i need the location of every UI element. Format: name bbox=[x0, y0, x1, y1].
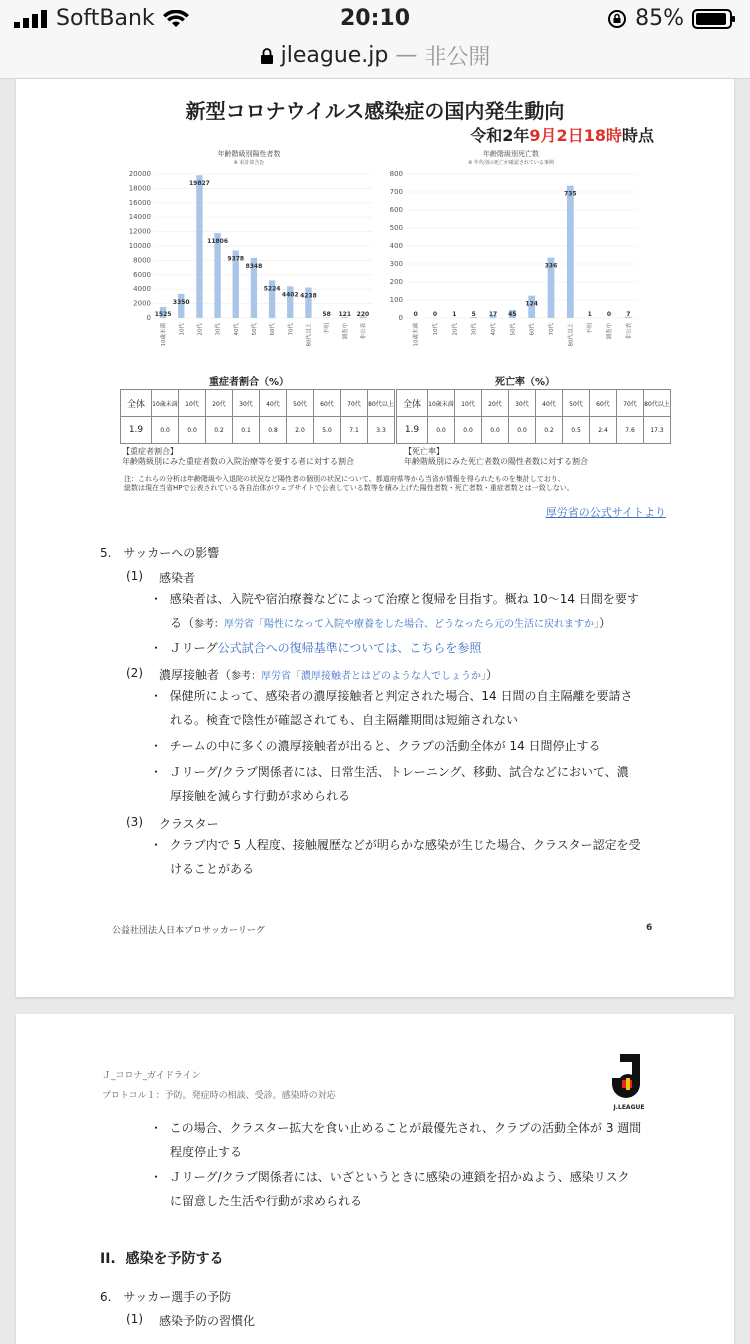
bar-value-label: 336 bbox=[545, 263, 558, 270]
section-2-heading bbox=[100, 1248, 224, 1268]
bar-value-label: 1 bbox=[588, 311, 592, 318]
bar-value-label: 220 bbox=[357, 311, 370, 318]
url-domain: jleague.jp bbox=[281, 43, 389, 68]
bar bbox=[196, 175, 202, 318]
chart-subtitle: ※ 年代別の死亡が確認されている事例 bbox=[468, 159, 554, 166]
bullet-dot: ・ bbox=[150, 765, 162, 779]
sub2-number: (2) bbox=[126, 666, 143, 680]
x-tick-label: 10代 bbox=[177, 323, 185, 336]
battery-percent: 85% bbox=[635, 6, 684, 31]
table-header-cell: 60代 bbox=[590, 390, 617, 417]
table-header-cell: 60代 bbox=[314, 390, 341, 417]
bullet-dot: ・ bbox=[150, 641, 162, 655]
bullet-text: れる。検査で陰性が確認されても、自主隔離期間は短縮されない bbox=[150, 708, 710, 732]
table-value-cell: 0.1 bbox=[233, 417, 260, 444]
y-tick-label: 700 bbox=[390, 188, 403, 196]
bar-value-label: 3350 bbox=[173, 299, 190, 306]
death-note-body: 年齢階級別にみた死亡者数の陽性者数に対する割合 bbox=[404, 457, 654, 467]
bar-value-label: 1525 bbox=[155, 311, 172, 318]
table-value-cell: 7.1 bbox=[341, 417, 368, 444]
x-tick-label: 30代 bbox=[470, 323, 478, 336]
y-tick-label: 100 bbox=[390, 296, 403, 304]
x-tick-label: 10歳未満 bbox=[412, 323, 420, 347]
bullet-text: 厚接触を減らす行動が求められる bbox=[150, 784, 710, 808]
x-tick-label: 非公表 bbox=[359, 323, 367, 340]
protocol-heading: プロトコル１：予防。発症時の相談、受診。感染時の対応 bbox=[102, 1088, 336, 1101]
table-header-cell: 50代 bbox=[287, 390, 314, 417]
y-tick-label: 14000 bbox=[129, 213, 151, 221]
ref-label: 参考： bbox=[231, 671, 261, 682]
bar-value-label: 11806 bbox=[207, 238, 228, 245]
sub2-title: 濃厚接触者（ bbox=[159, 668, 231, 682]
ref-label: 参考： bbox=[194, 619, 224, 630]
sub2-heading bbox=[159, 666, 498, 683]
y-tick-label: 4000 bbox=[133, 285, 151, 293]
chart-background bbox=[120, 146, 378, 369]
bullet-cluster bbox=[150, 833, 710, 881]
y-tick-label: 800 bbox=[390, 170, 403, 178]
sub3-title: クラスター bbox=[159, 815, 219, 832]
bullet-text: この場合、クラスター拡大を食い止めることが最優先され、クラブの活動全体が 3 週間 bbox=[170, 1121, 642, 1135]
x-tick-label: 40代 bbox=[489, 323, 497, 336]
orientation-lock-icon bbox=[607, 9, 627, 29]
table-header-cell: 30代 bbox=[509, 390, 536, 417]
table-value-cell: 2.0 bbox=[287, 417, 314, 444]
bar-value-label: 7 bbox=[626, 311, 630, 318]
bar-value-label: 8348 bbox=[246, 263, 263, 270]
severe-rate-table bbox=[120, 389, 395, 444]
bar-value-label: 9378 bbox=[227, 255, 244, 262]
bar-value-label: 1 bbox=[452, 311, 456, 318]
date-prefix: 令和2年 bbox=[470, 126, 529, 145]
bullet-team-stop bbox=[150, 734, 710, 758]
bar bbox=[567, 186, 574, 318]
bullet-text: Ｊリーグ/クラブ関係者には、いざというときに感染の連鎖を招かぬよう、感染リスク bbox=[170, 1170, 630, 1184]
private-label: 非公開 bbox=[424, 45, 490, 70]
x-tick-label: 70代 bbox=[547, 323, 555, 336]
y-tick-label: 20000 bbox=[129, 170, 151, 178]
table-header-cell: 40代 bbox=[260, 390, 287, 417]
bullet-return-criteria bbox=[150, 636, 710, 660]
analysis-note bbox=[124, 475, 664, 493]
table-value-cell: 0.5 bbox=[563, 417, 590, 444]
bullet-text: 感染者は、入院や宿泊療養などによって治療と復帰を目指す。概ね 10〜14 日間を要す bbox=[170, 592, 639, 606]
sub1-title: 感染予防の習慣化 bbox=[159, 1312, 255, 1329]
table-header-cell: 10代 bbox=[455, 390, 482, 417]
bullet-text: けることがある bbox=[150, 857, 710, 881]
bar-value-label: 4402 bbox=[282, 291, 299, 298]
date-day: 9月2日 bbox=[529, 126, 583, 145]
y-tick-label: 0 bbox=[399, 314, 403, 322]
y-tick-label: 12000 bbox=[129, 228, 151, 236]
table-header-cell: 10代 bbox=[179, 390, 206, 417]
y-tick-label: 2000 bbox=[133, 300, 151, 308]
severe-note-title: 【重症者割合】 bbox=[122, 447, 372, 457]
x-tick-label: 80代以上 bbox=[304, 323, 312, 347]
y-tick-label: 18000 bbox=[129, 184, 151, 192]
bar-value-label: 45 bbox=[508, 311, 516, 318]
bar bbox=[214, 233, 220, 318]
document-page-6 bbox=[16, 79, 734, 997]
death-table-title: 死亡率（%） bbox=[396, 373, 654, 388]
table-header-cell: 10歳未満 bbox=[152, 390, 179, 417]
bullet-dot: ・ bbox=[150, 1170, 162, 1184]
carrier-name: SoftBank bbox=[56, 6, 155, 31]
table-header-cell: 40代 bbox=[536, 390, 563, 417]
y-tick-label: 0 bbox=[147, 314, 151, 322]
bullet-dot: ・ bbox=[150, 739, 162, 753]
death-note bbox=[404, 447, 654, 468]
x-tick-label: 80代以上 bbox=[566, 323, 574, 347]
chart-title: 年齢階級別陽性者数 bbox=[218, 149, 281, 158]
bar-value-label: 4238 bbox=[300, 292, 317, 299]
sub1-number: (1) bbox=[126, 569, 143, 583]
lock-icon bbox=[260, 47, 274, 65]
date-hour: 18時 bbox=[584, 126, 622, 145]
x-tick-label: 20代 bbox=[195, 323, 203, 336]
table-value-cell: 0.0 bbox=[179, 417, 206, 444]
y-tick-label: 8000 bbox=[133, 256, 151, 264]
table-value-cell: 1.9 bbox=[121, 417, 152, 444]
bar-value-label: 19827 bbox=[189, 180, 210, 187]
bullet-text: ） bbox=[599, 616, 611, 630]
return-criteria-link[interactable]: 公式試合への復帰基準については、こちらを参照 bbox=[218, 641, 482, 655]
document-page-7 bbox=[16, 1014, 734, 1344]
bullet-text: チームの中に多くの濃厚接触者が出ると、クラブの活動全体が 14 日間停止する bbox=[170, 739, 601, 753]
x-tick-label: 30代 bbox=[214, 323, 222, 336]
table-value-cell: 3.3 bbox=[368, 417, 395, 444]
document-title: Ｊ_コロナ_ガイドライン bbox=[102, 1068, 200, 1081]
table-header-cell: 20代 bbox=[482, 390, 509, 417]
source-link[interactable]: 厚労省の公式サイトより bbox=[546, 504, 666, 520]
bullet-text: る（ bbox=[170, 616, 194, 630]
bullet-text: Ｊリーグ bbox=[170, 641, 218, 655]
table-value-cell: 0.2 bbox=[206, 417, 233, 444]
x-tick-label: 調査中 bbox=[605, 323, 613, 340]
y-tick-label: 300 bbox=[390, 260, 403, 268]
battery-icon bbox=[692, 9, 736, 29]
bar-value-label: 5224 bbox=[264, 285, 281, 292]
sub1-title: 感染者 bbox=[159, 569, 195, 586]
table-header-cell: 10歳未満 bbox=[428, 390, 455, 417]
x-tick-label: 不明 bbox=[586, 323, 594, 335]
table-header-cell: 80代以上 bbox=[644, 390, 671, 417]
table-header-cell: 80代以上 bbox=[368, 390, 395, 417]
table-value-cell: 0.0 bbox=[509, 417, 536, 444]
y-tick-label: 6000 bbox=[133, 271, 151, 279]
table-value-cell: 1.9 bbox=[397, 417, 428, 444]
url-bar[interactable] bbox=[0, 40, 750, 79]
y-tick-label: 500 bbox=[390, 224, 403, 232]
table-value-cell: 0.0 bbox=[482, 417, 509, 444]
x-tick-label: 調査中 bbox=[341, 323, 349, 340]
bullet-text: Ｊリーグ/クラブ関係者には、日常生活、トレーニング、移動、試合などにおいて、濃 bbox=[170, 765, 629, 779]
bar bbox=[178, 294, 184, 318]
footer-organization: 公益社団法人日本プロサッカーリーグ bbox=[112, 923, 265, 936]
section-5-heading: 5. サッカーへの影響 bbox=[100, 544, 219, 561]
bar-value-label: 0 bbox=[433, 311, 437, 318]
severe-note-body: 年齢階級別にみた重症者数の入院治療等を要する者に対する割合 bbox=[122, 457, 372, 467]
y-tick-label: 10000 bbox=[129, 242, 151, 250]
table-value-cell: 0.2 bbox=[536, 417, 563, 444]
bullet-text: 程度停止する bbox=[150, 1140, 710, 1164]
bullet-text: に留意した生活や行動が求められる bbox=[150, 1189, 710, 1213]
analysis-note-line2: 総数は現在当省HPで公表されている各自治体がウェブサイトで公表している数等を積み上げた陽性者数・死亡者数・重症者数とは一致しない。 bbox=[124, 484, 664, 493]
bullet-reduce-contact bbox=[150, 760, 710, 808]
table-value-cell: 2.4 bbox=[590, 417, 617, 444]
date-suffix: 時点 bbox=[622, 126, 654, 145]
x-tick-label: 50代 bbox=[250, 323, 258, 336]
bar-value-label: 0 bbox=[414, 311, 418, 318]
x-tick-label: 60代 bbox=[528, 323, 536, 336]
clock: 20:10 bbox=[0, 6, 750, 31]
section-6-heading: 6. サッカー選手の予防 bbox=[100, 1288, 231, 1305]
bullet-cluster-priority bbox=[150, 1116, 710, 1164]
close-contact-link[interactable]: 厚労省「濃厚接触者とはどのような人でしょうか」 bbox=[261, 671, 486, 682]
y-tick-label: 600 bbox=[390, 206, 403, 214]
table-header-cell: 全体 bbox=[397, 390, 428, 417]
x-tick-label: 60代 bbox=[268, 323, 276, 336]
table-value-cell: 7.6 bbox=[617, 417, 644, 444]
jleague-logo bbox=[606, 1054, 652, 1110]
death-rate-table bbox=[396, 389, 671, 444]
bullet-text: 保健所によって、感染者の濃厚接触者と判定された場合、14 日間の自主隔離を要請さ bbox=[170, 689, 633, 703]
bullet-text: クラブ内で 5 人程度、接触履歴などが明らかな感染が生じた場合、クラスター認定を受 bbox=[170, 838, 641, 852]
y-tick-label: 200 bbox=[390, 278, 403, 286]
bullet-dot: ・ bbox=[150, 689, 162, 703]
bullet-risk-awareness bbox=[150, 1165, 710, 1213]
battery-info bbox=[607, 6, 736, 31]
infographic-title: 新型コロナウイルス感染症の国内発生動向 bbox=[16, 95, 734, 124]
table-header-cell: 30代 bbox=[233, 390, 260, 417]
table-value-cell: 17.3 bbox=[644, 417, 671, 444]
status-bar bbox=[0, 0, 750, 40]
y-tick-label: 16000 bbox=[129, 199, 151, 207]
table-value-cell: 0.0 bbox=[428, 417, 455, 444]
x-tick-label: 10歳未満 bbox=[159, 323, 167, 347]
sub2-suffix: ） bbox=[486, 668, 498, 682]
x-tick-label: 不明 bbox=[323, 323, 331, 335]
x-tick-label: 20代 bbox=[450, 323, 458, 336]
jleague-logo-mark bbox=[606, 1054, 652, 1100]
positive-cases-chart bbox=[120, 146, 378, 369]
bar-value-label: 5 bbox=[472, 311, 476, 318]
bullet-infected bbox=[150, 587, 710, 637]
logo-text: J.LEAGUE bbox=[606, 1104, 652, 1111]
deaths-chart bbox=[378, 146, 644, 369]
bullet-dot: ・ bbox=[150, 838, 162, 852]
bar-value-label: 735 bbox=[564, 191, 577, 198]
table-header-cell: 70代 bbox=[341, 390, 368, 417]
severe-table-title: 重症者割合（%） bbox=[120, 373, 378, 388]
table-value-cell: 0.0 bbox=[455, 417, 482, 444]
url-separator: — bbox=[395, 43, 417, 68]
table-header-cell: 20代 bbox=[206, 390, 233, 417]
bar-value-label: 58 bbox=[322, 311, 330, 318]
sub1-number: (1) bbox=[126, 1312, 143, 1326]
bar-value-label: 124 bbox=[525, 301, 538, 308]
bullet-close-contact-isolation bbox=[150, 684, 710, 732]
section-2-number: II. bbox=[100, 1251, 116, 1267]
bar-value-label: 0 bbox=[607, 311, 611, 318]
table-header-cell: 全体 bbox=[121, 390, 152, 417]
severe-note bbox=[122, 447, 372, 468]
x-tick-label: 50代 bbox=[508, 323, 516, 336]
chart-title: 年齢階級別死亡数 bbox=[483, 149, 539, 158]
x-tick-label: 40代 bbox=[232, 323, 240, 336]
section-2-title: 感染を予防する bbox=[126, 1251, 224, 1267]
mhlw-recovery-link[interactable]: 厚労省「陽性になって入院や療養をした場合、どうなったら元の生活に戻れますか」 bbox=[224, 619, 599, 630]
chart-subtitle: ※ 未計算含む bbox=[234, 159, 265, 166]
table-header-cell: 70代 bbox=[617, 390, 644, 417]
page-number: 6 bbox=[646, 923, 652, 933]
x-tick-label: 10代 bbox=[431, 323, 439, 336]
death-note-title: 【死亡率】 bbox=[404, 447, 654, 457]
analysis-note-line1: 注：これらの分析は年齢階級や入退院の状況など陽性者の個別の状況について、都道府県等から当省が情報を得られたものを集計しており、 bbox=[124, 475, 664, 484]
bar-value-label: 17 bbox=[489, 311, 497, 318]
table-value-cell: 5.0 bbox=[314, 417, 341, 444]
bar-value-label: 121 bbox=[338, 311, 351, 318]
sub3-number: (3) bbox=[126, 815, 143, 829]
table-value-cell: 0.0 bbox=[152, 417, 179, 444]
x-tick-label: 非公表 bbox=[624, 323, 632, 340]
table-value-cell: 0.8 bbox=[260, 417, 287, 444]
y-tick-label: 400 bbox=[390, 242, 403, 250]
as-of-date bbox=[470, 123, 654, 146]
bullet-dot: ・ bbox=[150, 1121, 162, 1135]
bullet-dot: ・ bbox=[150, 592, 162, 606]
x-tick-label: 70代 bbox=[286, 323, 294, 336]
table-header-cell: 50代 bbox=[563, 390, 590, 417]
